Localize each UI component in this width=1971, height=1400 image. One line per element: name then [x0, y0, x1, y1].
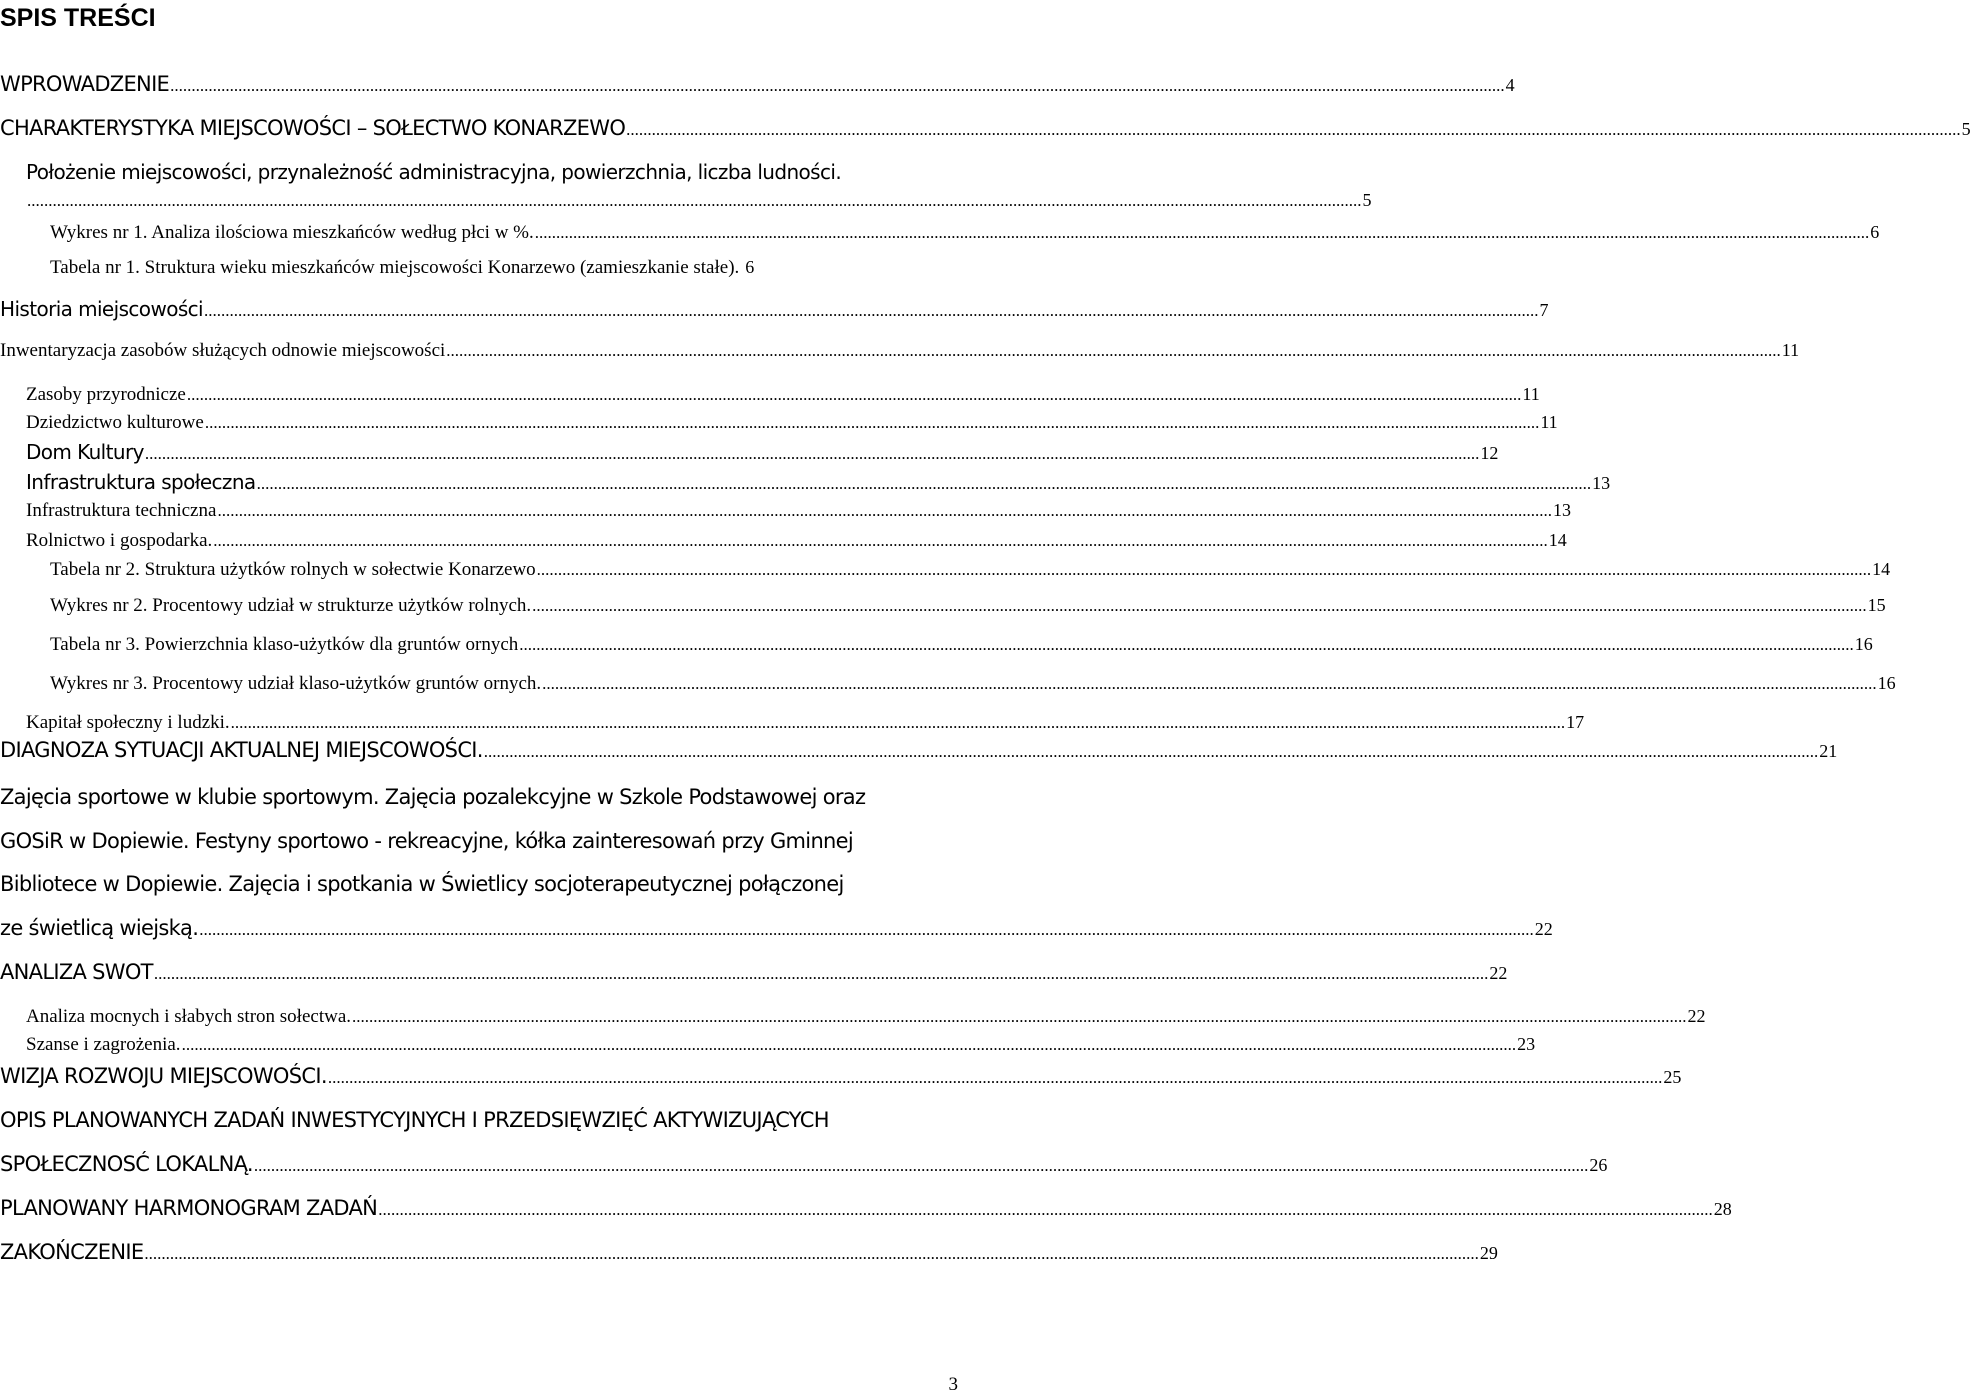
toc-leader: [199, 920, 1534, 940]
toc-page-number: 11: [1781, 340, 1800, 360]
toc-leader: [446, 341, 1781, 361]
toc-entry-label: ANALIZA SWOT: [0, 960, 153, 984]
toc-page-number: 29: [1479, 1243, 1498, 1263]
toc-leader: [27, 191, 1362, 211]
page-number: 3: [948, 1374, 958, 1395]
toc-page-number: 5: [1362, 190, 1372, 210]
toc-entry-polozenie-cont[interactable]: [26, 190, 1372, 211]
toc-entry-label: Wykres nr 2. Procentowy udział w strukturze użytków rolnych.: [50, 595, 532, 616]
toc-page-number: 4: [1505, 75, 1515, 95]
toc-page-number: 14: [1872, 559, 1891, 579]
toc-page-number: 14: [1548, 530, 1567, 550]
toc-entry-wprowadzenie[interactable]: [0, 72, 1515, 96]
toc-entry-harmonogram[interactable]: [0, 1196, 1732, 1220]
toc-page-number: 15: [1867, 595, 1886, 615]
toc-entry-label: DIAGNOZA SYTUACJI AKTUALNEJ MIEJSCOWOŚCI.: [0, 738, 483, 762]
toc-entry-label: Wykres nr 1. Analiza ilościowa mieszkańców według płci w %.: [50, 222, 534, 243]
toc-page-number: 23: [1517, 1034, 1536, 1054]
toc-entry-kapital[interactable]: [26, 712, 1585, 734]
toc-entry-label: Dom Kultury: [26, 440, 144, 464]
toc-page-number: 6: [1870, 222, 1880, 242]
toc-entry-dziedzictwo[interactable]: [26, 412, 1558, 434]
toc-entry-analiza-mocnych[interactable]: [26, 1006, 1706, 1028]
toc-page-number: 25: [1663, 1067, 1682, 1087]
toc-leader: [254, 1156, 1589, 1176]
toc-entry-label: Infrastruktura społeczna: [26, 470, 256, 494]
toc-entry-label: Tabela nr 3. Powierzchnia klaso-użytków dla gruntów ornych: [50, 634, 519, 655]
toc-page-number: 22: [1534, 919, 1553, 939]
toc-page-number: 13: [1592, 473, 1611, 493]
toc-entry-label: Analiza mocnych i słabych stron sołectwa.: [26, 1006, 352, 1027]
toc-entry-infrastruktura-spoleczna[interactable]: [26, 470, 1611, 494]
toc-entry-opis[interactable]: [0, 1152, 1608, 1176]
toc-entry-tabela-3[interactable]: [50, 634, 1873, 656]
toc-paragraph-line-1: Zajęcia sportowe w klubie sportowym. Zajęcia pozalekcyjne w Szkole Podstawowej oraz: [0, 785, 866, 809]
toc-entry-tabela-2[interactable]: [50, 559, 1891, 581]
toc-page-number: 12: [1480, 443, 1499, 463]
toc-entry-label: Rolnictwo i gospodarka.: [26, 530, 213, 551]
toc-entry-label: Szanse i zagrożenia.: [26, 1034, 181, 1055]
toc-entry-label: CHARAKTERYSTYKA MIEJSCOWOŚCI – SOŁECTWO KONARZEWO: [0, 116, 626, 140]
toc-page-number: 22: [1687, 1006, 1706, 1026]
toc-entry-label: WIZJA ROZWOJU MIEJSCOWOŚCI.: [0, 1064, 327, 1088]
toc-leader: [213, 531, 1548, 551]
toc-page-number: 11: [1522, 384, 1540, 404]
toc-leader: [537, 560, 1872, 580]
toc-entry-label: Dziedzictwo kulturowe: [26, 412, 204, 433]
toc-leader: [484, 742, 1819, 762]
toc-entry-label: Tabela nr 2. Struktura użytków rolnych w sołectwie Konarzewo: [50, 559, 536, 580]
toc-leader: [204, 301, 1539, 321]
toc-entry-label: Zasoby przyrodnicze: [26, 384, 186, 405]
toc-leader: [144, 1244, 1479, 1264]
toc-entry-inwentaryzacja[interactable]: [0, 340, 1800, 362]
toc-page-number: 16: [1854, 634, 1873, 654]
toc-entry-charakterystyka[interactable]: [0, 116, 1971, 140]
toc-leader: [535, 223, 1870, 243]
toc-leader: [328, 1068, 1663, 1088]
toc-page-number: 28: [1713, 1199, 1732, 1219]
toc-page-number: 5: [1961, 119, 1971, 139]
toc-page-number: 21: [1819, 741, 1838, 761]
toc-leader: [145, 444, 1480, 464]
toc-entry-label: ze świetlicą wiejską.: [0, 916, 199, 940]
toc-page-number: 26: [1589, 1155, 1608, 1175]
toc-entry-opis-line-1[interactable]: OPIS PLANOWANYCH ZADAŃ INWESTYCYJNYCH I PRZEDSIĘWZIĘĆ AKTYWIZUJĄCYCH: [0, 1108, 829, 1132]
toc-entry-label: Wykres nr 3. Procentowy udział klaso-użytków gruntów ornych.: [50, 673, 542, 694]
toc-entry-infrastruktura-techniczna[interactable]: [26, 500, 1571, 522]
toc-entry-label: Historia miejscowości: [0, 297, 204, 321]
toc-entry-rolnictwo[interactable]: [26, 530, 1567, 552]
toc-leader: [626, 120, 1961, 140]
toc-leader: [532, 596, 1867, 616]
toc-page-number: 11: [1540, 412, 1558, 432]
toc-entry-analiza-swot[interactable]: [0, 960, 1508, 984]
toc-paragraph-line-3: Bibliotece w Dopiewie. Zajęcia i spotkania w Świetlicy socjoterapeutycznej połączonej: [0, 872, 844, 896]
toc-entry-polozenie[interactable]: Położenie miejscowości, przynależność administracyjna, powierzchnia, liczba ludności.: [26, 160, 842, 184]
toc-entry-label: Tabela nr 1. Struktura wieku mieszkańców miejscowości Konarzewo (zamieszkanie stałe).: [50, 257, 740, 278]
toc-entry-label: WPROWADZENIE: [0, 72, 170, 96]
toc-leader: [378, 1200, 1713, 1220]
toc-entry-dom-kultury[interactable]: [26, 440, 1499, 464]
toc-leader: [182, 1035, 1517, 1055]
toc-entry-wykres-3[interactable]: [50, 673, 1896, 695]
toc-entry-historia[interactable]: [0, 297, 1549, 321]
toc-leader: [231, 713, 1566, 733]
toc-entry-tabela-1[interactable]: [50, 257, 960, 279]
toc-page-number: 13: [1552, 500, 1571, 520]
toc-page-number: 6: [745, 257, 755, 277]
page-title: SPIS TREŚCI: [0, 4, 156, 32]
toc-entry-szanse[interactable]: [26, 1034, 1536, 1056]
toc-entry-label: Inwentaryzacja zasobów służących odnowie miejscowości: [0, 340, 446, 361]
toc-entry-wykres-2[interactable]: [50, 595, 1886, 617]
toc-page-number: 16: [1877, 673, 1896, 693]
toc-paragraph-line-2: GOSiR w Dopiewie. Festyny sportowo - rekreacyjne, kółka zainteresowań przy Gminnej: [0, 829, 854, 853]
toc-page-number: 7: [1539, 300, 1549, 320]
toc-leader: [170, 76, 1505, 96]
toc-entry-zakonczenie[interactable]: [0, 1240, 1498, 1264]
toc-leader: [187, 385, 1522, 405]
toc-leader: [542, 674, 1877, 694]
toc-page-number: 22: [1489, 963, 1508, 983]
toc-entry-wizja[interactable]: [0, 1064, 1682, 1088]
toc-leader: [205, 413, 1540, 433]
toc-entry-label: SPOŁECZNOSĆ LOKALNĄ.: [0, 1152, 253, 1176]
toc-entry-wykres-1[interactable]: [50, 222, 1880, 244]
toc-entry-zajecia[interactable]: [0, 916, 1553, 940]
toc-entry-zasoby[interactable]: [26, 384, 1540, 406]
toc-leader: [352, 1007, 1687, 1027]
toc-entry-label: PLANOWANY HARMONOGRAM ZADAŃ: [0, 1196, 378, 1220]
toc-leader: [257, 474, 1592, 494]
toc-entry-label: Kapitał społeczny i ludzki.: [26, 712, 230, 733]
toc-entry-label: ZAKOŃCZENIE: [0, 1240, 144, 1264]
toc-entry-diagnoza[interactable]: [0, 738, 1838, 762]
toc-leader: [154, 964, 1489, 984]
toc-page-number: 17: [1566, 712, 1585, 732]
toc-leader: [217, 501, 1552, 521]
toc-entry-label: Infrastruktura techniczna: [26, 500, 217, 521]
toc-leader: [519, 635, 1854, 655]
